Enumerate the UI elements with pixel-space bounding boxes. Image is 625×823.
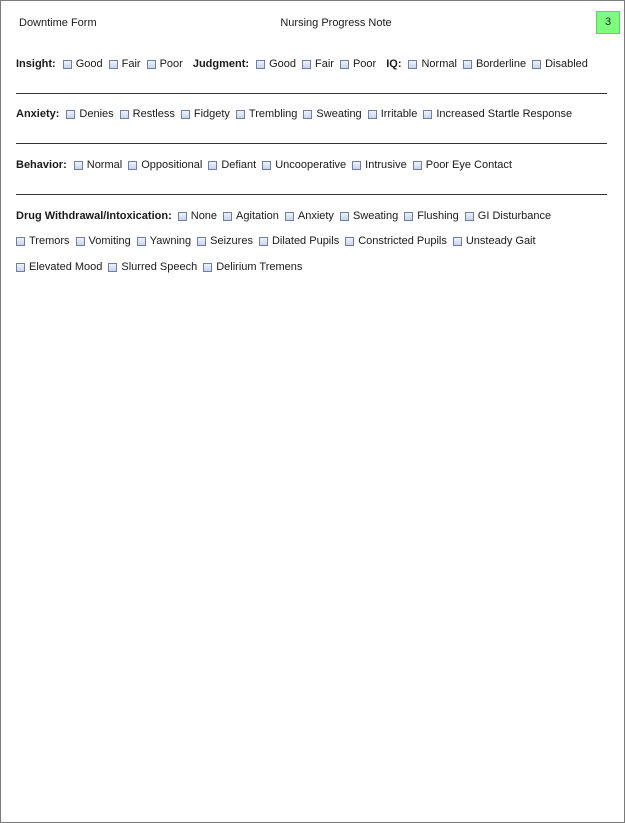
anxiety-label: Anxiety: [16, 108, 60, 120]
checkbox[interactable] [76, 237, 85, 246]
drug-option-agitation[interactable]: Agitation [223, 210, 279, 222]
checkbox[interactable] [223, 212, 232, 221]
checkbox[interactable] [66, 110, 75, 119]
drug-withdrawal-label: Drug Withdrawal/Intoxication: [16, 210, 172, 222]
checkbox[interactable] [404, 212, 413, 221]
judgment-label: Judgment: [192, 58, 250, 70]
behavior-row [16, 157, 518, 173]
anxiety-row [16, 106, 578, 122]
form-title: Nursing Progress Note [280, 17, 392, 29]
checkbox[interactable] [465, 212, 474, 221]
drug-option-constricted-pupils[interactable]: Constricted Pupils [345, 235, 447, 247]
checkbox[interactable] [236, 110, 245, 119]
drug-option-elevated-mood[interactable]: Elevated Mood [16, 261, 102, 273]
checkbox[interactable] [423, 110, 432, 119]
iq-option-normal[interactable]: Normal [408, 58, 456, 70]
drug-option-anxiety[interactable]: Anxiety [285, 210, 334, 222]
checkbox[interactable] [340, 212, 349, 221]
checkbox[interactable] [74, 161, 83, 170]
checkbox[interactable] [208, 161, 217, 170]
behavior-option-intrusive[interactable]: Intrusive [352, 159, 407, 171]
checkbox[interactable] [120, 110, 129, 119]
drug-option-delirium-tremens[interactable]: Delirium Tremens [203, 261, 302, 273]
checkbox[interactable] [109, 60, 118, 69]
checkbox[interactable] [256, 60, 265, 69]
divider-line [16, 93, 607, 94]
checkbox[interactable] [302, 60, 311, 69]
behavior-option-normal[interactable]: Normal [74, 159, 122, 171]
judgment-option-poor[interactable]: Poor [340, 58, 376, 70]
drug-option-tremors[interactable]: Tremors [16, 235, 70, 247]
checkbox[interactable] [147, 60, 156, 69]
drug-option-gi-disturbance[interactable]: GI Disturbance [465, 210, 551, 222]
anxiety-option-restless[interactable]: Restless [120, 108, 175, 120]
behavior-option-oppositional[interactable]: Oppositional [128, 159, 202, 171]
iq-option-disabled[interactable]: Disabled [532, 58, 588, 70]
checkbox[interactable] [285, 212, 294, 221]
checkbox[interactable] [108, 263, 117, 272]
drug-option-sweating[interactable]: Sweating [340, 210, 398, 222]
drug-option-seizures[interactable]: Seizures [197, 235, 253, 247]
checkbox[interactable] [181, 110, 190, 119]
drug-withdrawal-row-2 [16, 233, 542, 249]
checkbox[interactable] [340, 60, 349, 69]
anxiety-option-irritable[interactable]: Irritable [368, 108, 418, 120]
checkbox[interactable] [345, 237, 354, 246]
checkbox[interactable] [303, 110, 312, 119]
anxiety-option-sweating[interactable]: Sweating [303, 108, 361, 120]
checkbox[interactable] [368, 110, 377, 119]
checkbox[interactable] [16, 237, 25, 246]
checkbox[interactable] [128, 161, 137, 170]
checkbox[interactable] [408, 60, 417, 69]
drug-withdrawal-row-3 [16, 259, 308, 275]
judgment-option-fair[interactable]: Fair [302, 58, 334, 70]
anxiety-option-fidgety[interactable]: Fidgety [181, 108, 230, 120]
checkbox[interactable] [63, 60, 72, 69]
anxiety-option-denies[interactable]: Denies [66, 108, 113, 120]
drug-option-yawning[interactable]: Yawning [137, 235, 191, 247]
checkbox[interactable] [203, 263, 212, 272]
divider-line [16, 194, 607, 195]
insight-option-poor[interactable]: Poor [147, 58, 183, 70]
drug-option-unsteady-gait[interactable]: Unsteady Gait [453, 235, 536, 247]
checkbox[interactable] [532, 60, 541, 69]
checkbox[interactable] [413, 161, 422, 170]
drug-option-none[interactable]: None [178, 210, 217, 222]
behavior-option-poor-eye-contact[interactable]: Poor Eye Contact [413, 159, 512, 171]
behavior-label: Behavior: [16, 159, 67, 171]
checkbox[interactable] [178, 212, 187, 221]
insight-judgment-iq-row [16, 56, 594, 72]
drug-withdrawal-row-1 [16, 208, 557, 224]
divider-line [16, 143, 607, 144]
checkbox[interactable] [197, 237, 206, 246]
drug-option-vomiting[interactable]: Vomiting [76, 235, 131, 247]
checkbox[interactable] [259, 237, 268, 246]
behavior-option-uncooperative[interactable]: Uncooperative [262, 159, 346, 171]
checkbox[interactable] [262, 161, 271, 170]
checkbox[interactable] [137, 237, 146, 246]
page-number-badge: 3 [596, 11, 620, 34]
iq-label: IQ: [386, 58, 402, 70]
drug-option-slurred-speech[interactable]: Slurred Speech [108, 261, 197, 273]
anxiety-option-increased-startle-response[interactable]: Increased Startle Response [423, 108, 572, 120]
anxiety-option-trembling[interactable]: Trembling [236, 108, 298, 120]
checkbox[interactable] [16, 263, 25, 272]
insight-option-good[interactable]: Good [63, 58, 103, 70]
checkbox[interactable] [352, 161, 361, 170]
judgment-option-good[interactable]: Good [256, 58, 296, 70]
insight-label: Insight: [16, 58, 56, 70]
drug-option-flushing[interactable]: Flushing [404, 210, 459, 222]
form-type-label: Downtime Form [19, 17, 97, 29]
checkbox[interactable] [463, 60, 472, 69]
drug-option-dilated-pupils[interactable]: Dilated Pupils [259, 235, 339, 247]
behavior-option-defiant[interactable]: Defiant [208, 159, 256, 171]
insight-option-fair[interactable]: Fair [109, 58, 141, 70]
iq-option-borderline[interactable]: Borderline [463, 58, 526, 70]
checkbox[interactable] [453, 237, 462, 246]
